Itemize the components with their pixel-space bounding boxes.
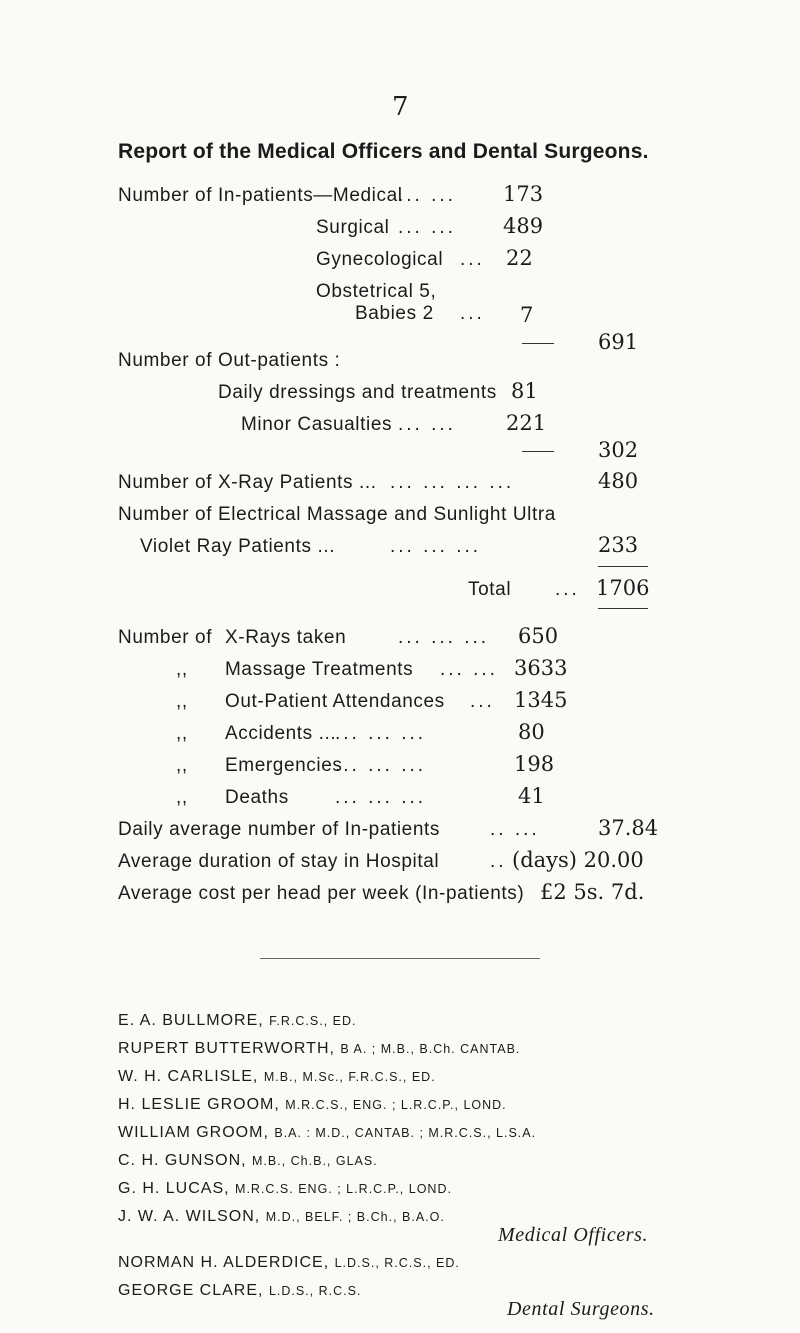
divider <box>598 566 648 567</box>
inpatients-obstetrical-label: Obstetrical 5, <box>316 281 437 302</box>
xray-patients-label: Number of X-Ray Patients ... <box>118 472 377 493</box>
electrical-label-2: Violet Ray Patients ... <box>140 536 336 557</box>
divider <box>522 451 554 452</box>
officer-entry: H. LESLIE GROOM, M.R.C.S., ENG. ; L.R.C.P., LOND. <box>118 1096 507 1113</box>
dots: ... ... <box>398 217 456 238</box>
officer-entry: WILLIAM GROOM, B.A. : M.D., CANTAB. ; M.R.C.S., L.S.A. <box>118 1124 537 1141</box>
outpatients-daily-value: 81 <box>511 379 538 403</box>
dots: ... <box>555 579 580 600</box>
dots: ... ... ... <box>335 755 427 776</box>
dental-surgeons-caption: Dental Surgeons. <box>507 1298 655 1320</box>
officer-entry: W. H. CARLISLE, M.B., M.Sc., F.R.C.S., ED. <box>118 1068 436 1085</box>
stats-value: 41 <box>518 784 545 808</box>
officer-entry: G. H. LUCAS, M.R.C.S. ENG. ; L.R.C.P., LOND. <box>118 1180 452 1197</box>
dots: ... <box>460 303 485 324</box>
officer-entry: C. H. GUNSON, M.B., Ch.B., GLAS. <box>118 1152 378 1169</box>
stats-prefix: ,, <box>176 659 188 680</box>
grand-total-label: Total <box>468 579 512 600</box>
stats-label: Out-Patient Attendances <box>225 691 445 712</box>
stats-label: Deaths <box>225 787 289 808</box>
inpatients-label: Number of In-patients—Medical <box>118 185 403 206</box>
outpatients-total: 302 <box>598 438 639 462</box>
medical-officers-caption: Medical Officers. <box>498 1224 649 1246</box>
stats-value: 650 <box>518 624 559 648</box>
stats-value: 3633 <box>514 656 568 680</box>
stats-label: Massage Treatments <box>225 659 414 680</box>
stats-label: Emergencies <box>225 755 343 776</box>
dots: ... ... ... <box>398 627 490 648</box>
dots: ... ... ... ... <box>390 472 515 493</box>
inpatients-surgical-label: Surgical <box>316 217 390 238</box>
dots: ... ... <box>398 414 456 435</box>
inpatients-babies-value: 7 <box>520 303 534 327</box>
avg-value: (days) 20.00 <box>512 848 644 872</box>
divider <box>260 958 540 959</box>
dots: ... <box>470 691 495 712</box>
inpatients-medical-value: 173 <box>503 182 544 206</box>
stats-label: X-Rays taken <box>225 627 347 648</box>
avg-label: Average duration of stay in Hospital <box>118 851 440 872</box>
page-number: 7 <box>392 92 409 122</box>
dots: ... ... <box>440 659 498 680</box>
stats-label: Accidents ... <box>225 723 337 744</box>
avg-label: Daily average number of In-patients <box>118 819 440 840</box>
stats-value: 80 <box>518 720 545 744</box>
outpatients-minor-value: 221 <box>506 411 547 435</box>
dots: ... <box>460 249 485 270</box>
dots: ... ... ... <box>390 536 482 557</box>
xray-patients-value: 480 <box>598 469 639 493</box>
stats-prefix: ,, <box>176 723 188 744</box>
officer-entry: RUPERT BUTTERWORTH, B A. ; M.B., B.Ch. CANTAB. <box>118 1040 521 1057</box>
grand-total-value: 1706 <box>596 576 650 600</box>
stats-prefix: ,, <box>176 787 188 808</box>
dots: ... ... ... <box>335 787 427 808</box>
divider <box>522 343 554 344</box>
stats-prefix: ,, <box>176 691 188 712</box>
inpatients-surgical-value: 489 <box>503 214 544 238</box>
avg-label: Average cost per head per week (In-patients) <box>118 883 525 904</box>
electrical-label-1: Number of Electrical Massage and Sunlight Ultra <box>118 504 556 525</box>
report-title: Report of the Medical Officers and Dental Surgeons. <box>118 140 649 163</box>
dots: .. <box>490 851 507 872</box>
inpatients-gyn-value: 22 <box>506 246 533 270</box>
dental-entry: NORMAN H. ALDERDICE, L.D.S., R.C.S., ED. <box>118 1254 460 1271</box>
dots: ... ... ... <box>335 723 427 744</box>
inpatients-gyn-label: Gynecological <box>316 249 444 270</box>
dental-entry: GEORGE CLARE, L.D.S., R.C.S. <box>118 1282 362 1299</box>
officer-entry: E. A. BULLMORE, F.R.C.S., ED. <box>118 1012 357 1029</box>
outpatients-label: Number of Out-patients : <box>118 350 341 371</box>
outpatients-daily-label: Daily dressings and treatments <box>218 382 497 403</box>
dots: .. ... <box>490 819 540 840</box>
avg-value: £2 5s. 7d. <box>540 880 645 904</box>
divider <box>598 608 648 609</box>
stats-value: 1345 <box>514 688 568 712</box>
outpatients-minor-label: Minor Casualties <box>241 414 393 435</box>
stats-prefix: ,, <box>176 755 188 776</box>
dots: ... ... <box>398 185 456 206</box>
avg-value: 37.84 <box>598 816 659 840</box>
officer-entry: J. W. A. WILSON, M.D., BELF. ; B.Ch., B.A.O. <box>118 1208 445 1225</box>
stats-value: 198 <box>514 752 555 776</box>
stats-prefix: Number of <box>118 627 213 648</box>
electrical-value: 233 <box>598 533 639 557</box>
inpatients-total: 691 <box>598 330 639 354</box>
inpatients-babies-label: Babies 2 <box>355 303 434 324</box>
